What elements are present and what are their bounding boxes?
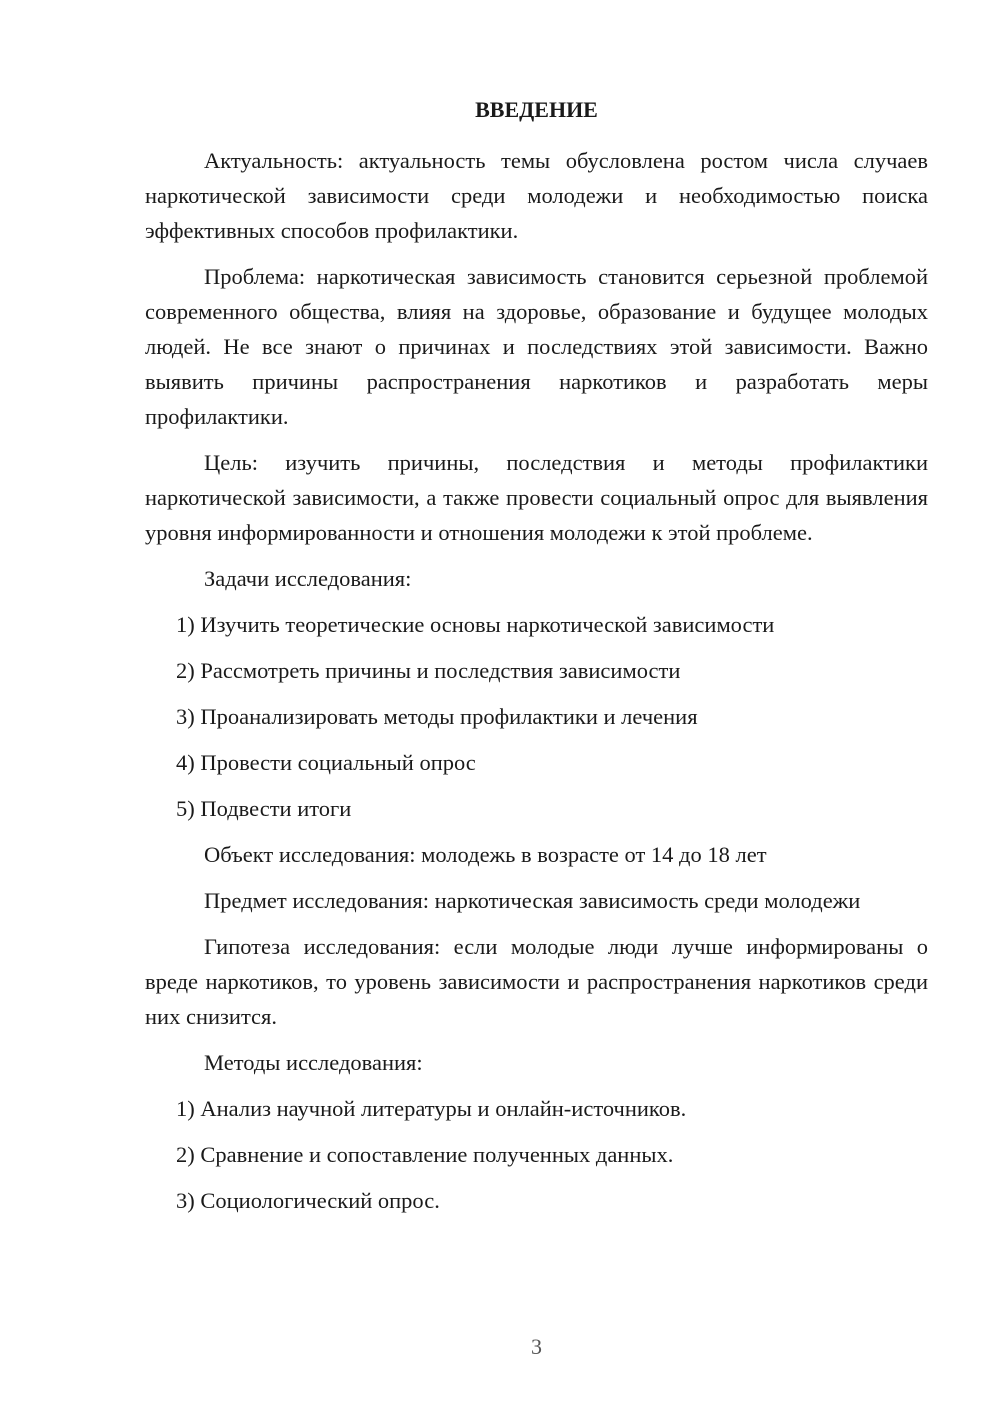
paragraph-problem: Проблема: наркотическая зависимость становится серьезной проблемой современного общества, влияя на здоровье, образование и будущее молодых людей. Не все знают о причинах и последствиях этой зависимости. Важно выявить причины распространения наркотиков и разработать меры профилактики. xyxy=(145,264,928,429)
list-item: 3) Проанализировать методы профилактики и лечения xyxy=(176,704,698,729)
paragraph-relevance: Актуальность: актуальность темы обусловлена ростом числа случаев наркотической зависимости среди молодежи и необходимостью поиска эффективных способов профилактики. xyxy=(145,148,928,243)
paragraph-subject: Предмет исследования: наркотическая зависимость среди молодежи xyxy=(204,888,861,913)
page-number xyxy=(145,1333,928,1361)
list-item: 4) Провести социальный опрос xyxy=(176,750,476,775)
methods-list xyxy=(145,1091,928,1218)
list-item: 3) Социологический опрос. xyxy=(176,1188,440,1213)
list-item: 1) Анализ научной литературы и онлайн-источников. xyxy=(176,1096,687,1121)
paragraph-hypothesis: Гипотеза исследования: если молодые люди лучше информированы о вреде наркотиков, то уровень зависимости и распространения наркотиков среди них снизится. xyxy=(145,934,928,1029)
list-item: 5) Подвести итоги xyxy=(176,796,352,821)
paragraph-object: Объект исследования: молодежь в возрасте от 14 до 18 лет xyxy=(204,842,767,867)
list-item: 1) Изучить теоретические основы наркотической зависимости xyxy=(176,612,775,637)
tasks-list xyxy=(145,607,928,826)
paragraph-goal: Цель: изучить причины, последствия и методы профилактики наркотической зависимости, а также провести социальный опрос для выявления уровня информированности и отношения молодежи к этой проблеме. xyxy=(145,450,928,545)
tasks-heading: Задачи исследования: xyxy=(204,566,412,591)
list-item: 2) Рассмотреть причины и последствия зависимости xyxy=(176,658,681,683)
list-item: 2) Сравнение и сопоставление полученных данных. xyxy=(176,1142,674,1167)
document-body xyxy=(145,143,928,1229)
document-page xyxy=(145,0,928,1414)
page-title: ВВЕДЕНИЕ xyxy=(475,97,598,122)
methods-heading: Методы исследования: xyxy=(204,1050,423,1075)
page-number-label: 3 xyxy=(531,1334,542,1359)
